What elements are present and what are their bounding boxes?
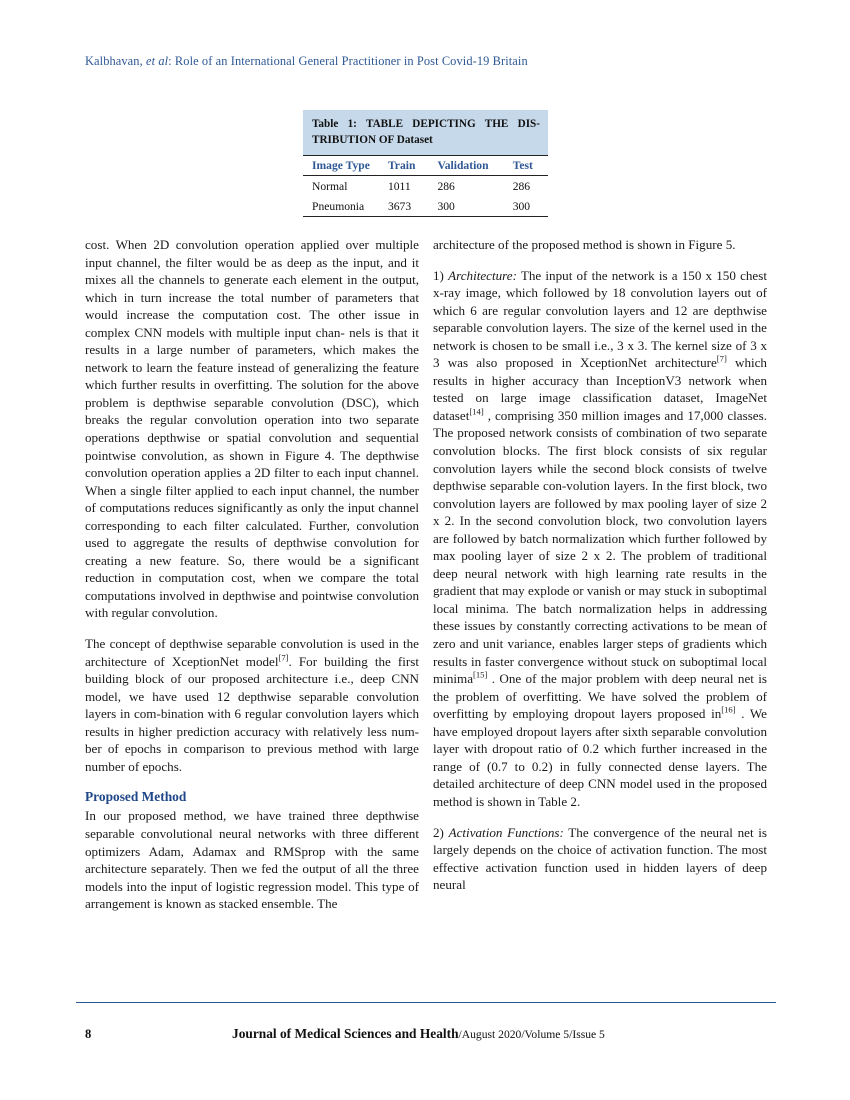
table-row — [303, 176, 548, 197]
table-1-caption — [303, 110, 548, 155]
section-heading-proposed-method: Proposed Method — [85, 789, 187, 805]
right-paragraph-2-architecture — [433, 267, 767, 811]
page-number: 8 — [85, 1027, 92, 1041]
journal-issue-info: /August 2020/Volume 5/Issue 5 — [458, 1028, 605, 1041]
right-column — [433, 236, 767, 913]
citation-marker: [7] — [716, 353, 727, 364]
cell-validation: 300 — [437, 196, 512, 217]
left-paragraph-1: cost. When 2D convolution operation applied over multiple input channel, the filter would be as deep as the input, and it mixes all the channels to generate each element in the output, which in turn increase the total number of parameters that would increase the computation cost. The other issue in complex CNN models with multiple input chan- nels is that it results in a large number of parameters, which makes the network to learn the feature instead of generalizing the feature which further results in overfitting. The solution for the above problem is depthwise separable convolution (DSC), which breaks the regular convolution operation into two separate operations depthwise or spatial convolution and sequential pointwise convolution, as shown in Figure 4. The depthwise convolution operation applies a 2D filter to each input channel. When a single filter applied to each input channel, the number of computations reduces significantly as only the input channel corresponding to each filter calculated. Further, convolution used to aggregate the results of depthwise convolution for creating a new feature. So, there would be a significant reduction in computation cost, when we compare the total computations involved in depthwise and pointwise convolution with regular convolution. — [85, 237, 419, 621]
cell-image-type: Normal — [312, 179, 348, 193]
running-head-author: Kalbhavan, — [85, 54, 143, 68]
citation-marker: [16] — [721, 704, 736, 715]
right-paragraph-1: architecture of the proposed method is shown in Figure 5. — [433, 237, 736, 252]
subsection-title-architecture: Architecture: — [448, 267, 517, 283]
right-p2-text-1: The input of the network is a 150 x 150 chest x-ray image, which followed by 18 convolution layers out of which 6 are regular convolution layers and 12 are depthwise separable convolution layers. The size of the kernel used in the network is chosen to be small i.e., 3 x 3. The kernel size of 3 x 3 was also proposed in XceptionNet architecture — [433, 267, 767, 371]
running-head — [85, 53, 775, 69]
subsection-title-activation-functions: Activation Functions: — [448, 824, 564, 840]
citation-marker: [7] — [278, 652, 289, 663]
table-body — [303, 176, 548, 217]
cell-image-type: Pneumonia — [303, 196, 388, 217]
table-header-row — [303, 156, 548, 176]
table-header-test: Test — [513, 156, 548, 176]
right-p2-text-2: which results in higher accuracy than InceptionV3 network when tested on large image classification dataset, ImageNet dataset — [433, 355, 767, 423]
table-header-validation: Validation — [437, 156, 512, 176]
cell-test: 300 — [513, 196, 548, 217]
body-columns — [85, 236, 767, 913]
table-1-container — [303, 110, 548, 217]
cell-train: 3673 — [388, 196, 438, 217]
left-paragraph-3: In our proposed method, we have trained three depthwise separable convolutional neural networks with three different optimizers Adam, Adamax and RMSprop with the same architecture separately. Then we fed the output of all the three models into the input of logistic regression model. This type of arrangement is known as stacked ensemble. The — [85, 808, 419, 912]
table-header-train: Train — [388, 156, 438, 176]
right-p2-text-3: , comprising 350 million images and 17,000 classes. The proposed network consists of combination of two separate convolution blocks. The first block consists of six regular convolution layers while the second block consists of twelve depthwise separable con-volution layers. In the first block, two convolution layers are followed by max pooling layer of size 2 x 2. In the second convolution block, two convolution layers are followed by batch normalization which further followed by max pooling layer of size 2 x 2. The problem of traditional deep neural network with high learning rate results in the gradient that may explode or vanish or may stuck in suboptimal local minima. The batch normalization helps in addressing these issues by constantly correcting activations to be mean of zero and unit variance, enables larger steps of gradients which results in faster convergence without stuck on suboptimal local minima — [433, 407, 767, 687]
journal-name: Journal of Medical Sciences and Health — [232, 1026, 459, 1041]
table-caption-line-2: TRIBUTION OF Dataset — [312, 133, 433, 146]
left-p2-text-1: The concept of depthwise separable convolution is used in the architecture of XceptionNet model — [85, 636, 419, 669]
right-p3-text: The convergence of the neural net is largely depends on the choice of activation function. The most effective activation function used in hidden layers of deep neural — [433, 824, 767, 893]
left-p2-text-2: . For building the first building block of our proposed architecture i.e., deep CNN model, we have used 12 depthwise separable convolution layers in com-bination with 6 regular convolution layers which results in higher prediction accuracy with relatively less num- ber of epochs in comparison to previous method with large number of epochs. — [85, 653, 419, 774]
right-p2-text-4: . One of the major problem with deep neural net is the problem of overfitting. We have solved the problem of overfitting by employing dropout layers proposed in — [433, 671, 767, 722]
dataset-distribution-table — [303, 110, 548, 217]
right-p2-text-5: . We have employed dropout layers after sixth separable convolution layer with dropout ratio of 0.2 which further increased in the range of (0.7 to 0.2) in fully connected dense layers. The detailed architecture of deep CNN model used in the proposed method is shown in Table 2. — [433, 706, 767, 809]
table-row — [303, 196, 548, 217]
list-number: 2) — [433, 824, 444, 840]
cell-train: 1011 — [387, 179, 411, 193]
running-head-etal: et al — [145, 54, 169, 68]
table-head — [303, 156, 548, 176]
right-paragraph-3-activation-functions — [433, 824, 767, 894]
cell-test: 286 — [512, 179, 531, 193]
list-number: 1) — [433, 267, 444, 283]
citation-marker: [15] — [473, 669, 488, 680]
left-paragraph-2 — [85, 635, 419, 775]
citation-marker: [14] — [469, 406, 484, 417]
journal-citation — [232, 1026, 605, 1043]
cell-validation: 286 — [437, 179, 455, 193]
table-caption-line-1: Table 1: TABLE DEPICTING THE DIS- — [312, 118, 540, 130]
table-header-image-type: Image Type — [303, 156, 388, 176]
footer-divider — [76, 1002, 776, 1003]
running-head-title: : Role of an International General Practitioner in Post Covid-19 Britain — [168, 54, 528, 68]
left-column — [85, 236, 419, 913]
